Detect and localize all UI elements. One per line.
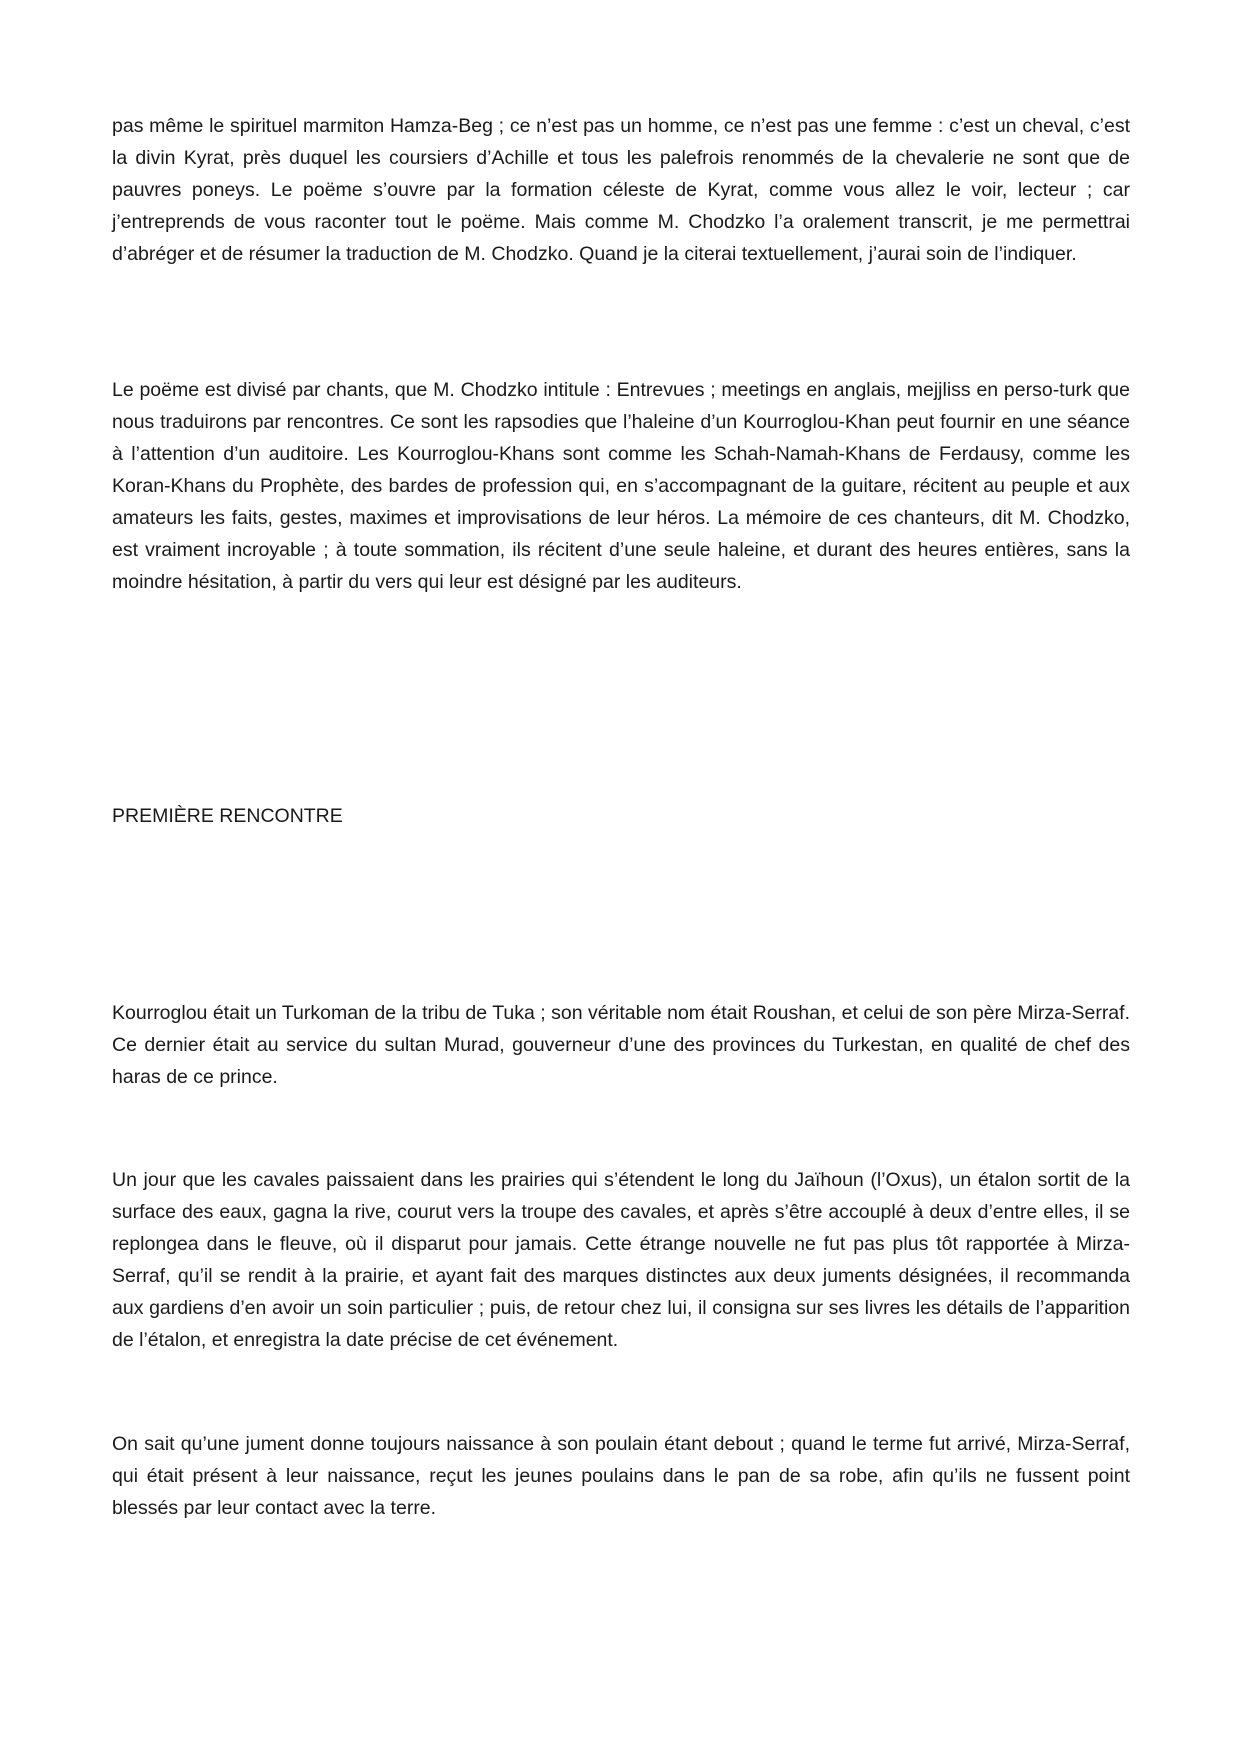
section-heading: PREMIÈRE RENCONTRE [112, 805, 343, 827]
paragraph-3: Kourroglou était un Turkoman de la tribu de Tuka ; son véritable nom était Roushan, et celui de son père Mirza-Serraf. Ce dernier était au service du sultan Murad, gouverneur d’une des provinces du Turkestan, en qualité de chef des haras de ce prince. [112, 1002, 1130, 1088]
paragraph-1: pas même le spirituel marmiton Hamza-Beg ; ce n’est pas un homme, ce n’est pas une femme : c’est un cheval, c’est la divin Kyrat, près duquel les coursiers d’Achille et tous les palefrois renommés de la chevalerie ne sont que de pauvres poneys. Le poëme s’ouvre par la formation céleste de Kyrat, comme vous allez le voir, lecteur ; car j’entreprends de vous raconter tout le poëme. Mais comme M. Chodzko l’a oralement transcrit, je me permettrai d’abréger et de résumer la traduction de M. Chodzko. Quand je la citerai textuellement, j’aurai soin de l’indiquer. [112, 115, 1130, 265]
paragraph-4: Un jour que les cavales paissaient dans les prairies qui s’étendent le long du Jaïhoun (l’Oxus), un étalon sortit de la surface des eaux, gagna la rive, courut vers la troupe des cavales, et après s’être accouplé à deux d’entre elles, il se replongea dans le fleuve, où il disparut pour jamais. Cette étrange nouvelle ne fut pas plus tôt rapportée à Mirza-Serraf, qu’il se rendit à la prairie, et ayant fait des marques distinctes aux deux juments désignées, il recommanda aux gardiens d’en avoir un soin particulier ; puis, de retour chez lui, il consigna sur ses livres les détails de l’apparition de l’étalon, et enregistra la date précise de cet événement. [112, 1169, 1130, 1351]
paragraph-2: Le poëme est divisé par chants, que M. Chodzko intitule : Entrevues ; meetings en anglais, mejjliss en perso-turk que nous traduirons par rencontres. Ce sont les rapsodies que l’haleine d’un Kourroglou-Khan peut fournir en une séance à l’attention d’un auditoire. Les Kourroglou-Khans sont comme les Schah-Namah-Khans de Ferdausy, comme les Koran-Khans du Prophète, des bardes de profession qui, en s’accompagnant de la guitare, récitent au peuple et aux amateurs les faits, gestes, maximes et improvisations de leur héros. La mémoire de ces chanteurs, dit M. Chodzko, est vraiment incroyable ; à toute sommation, ils récitent d’une seule haleine, et durant des heures entières, sans la moindre hésitation, à partir du vers qui leur est désigné par les auditeurs. [112, 379, 1130, 593]
paragraph-5: On sait qu’une jument donne toujours naissance à son poulain étant debout ; quand le terme fut arrivé, Mirza-Serraf, qui était présent à leur naissance, reçut les jeunes poulains dans le pan de sa robe, afin qu’ils ne fussent point blessés par leur contact avec la terre. [112, 1433, 1130, 1519]
